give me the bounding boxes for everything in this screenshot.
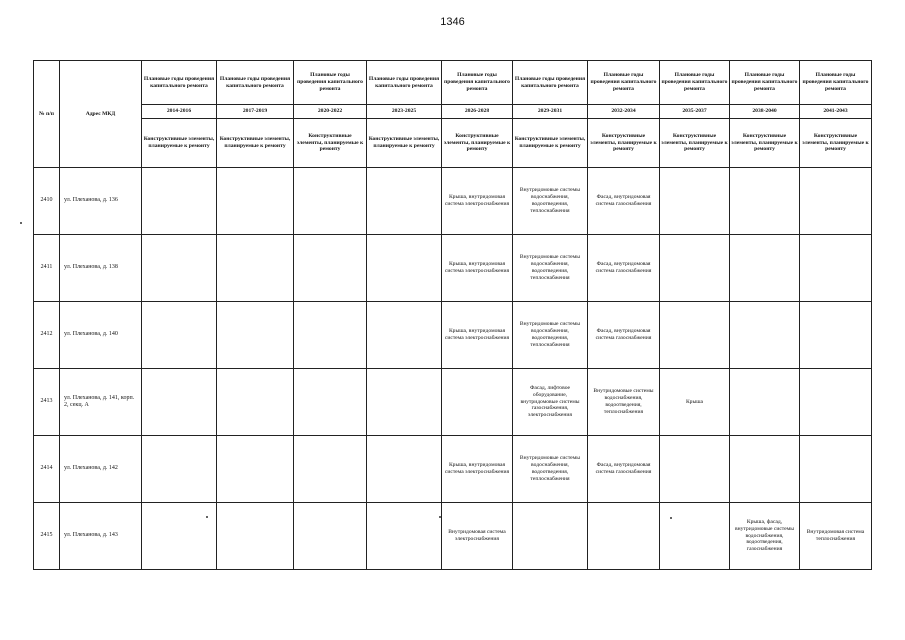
header-elements: Конструктивные элементы, планируемые к ремонту — [660, 119, 730, 168]
table-cell — [142, 302, 217, 369]
table-cell — [800, 235, 872, 302]
header-period: 2041-2043 — [800, 105, 872, 119]
table-row — [34, 235, 872, 302]
table-cell — [800, 168, 872, 235]
header-elements: Конструктивные элементы, планируемые к ремонту — [588, 119, 660, 168]
header-elements: Конструктивные элементы, планируемые к ремонту — [217, 119, 294, 168]
table-cell: Внутридомовая система теплоснабжения — [800, 503, 872, 570]
row-number: 2411 — [34, 235, 60, 302]
table-cell: Крыша, внутридомовая система электроснабжения — [442, 302, 513, 369]
row-address: ул. Плеханова, д. 136 — [60, 168, 142, 235]
table-cell: Фасад, лифтовое оборудование, внутридомовые системы газоснабжения, электроснабжения — [513, 369, 588, 436]
table-cell — [367, 302, 442, 369]
table-cell: Внутридомовые системы водоснабжения, водоотведения, теплоснабжения — [588, 369, 660, 436]
table-row — [34, 436, 872, 503]
table-cell: Фасад, внутридомовая система газоснабжения — [588, 168, 660, 235]
table-cell: Внутридомовые системы водоснабжения, водоотведения, теплоснабжения — [513, 168, 588, 235]
table-cell: Крыша, внутридомовая система электроснабжения — [442, 235, 513, 302]
table-body — [34, 168, 872, 570]
header-elements: Конструктивные элементы, планируемые к ремонту — [142, 119, 217, 168]
row-address: ул. Плеханова, д. 141, корп. 2, секц. А — [60, 369, 142, 436]
table-cell — [367, 168, 442, 235]
table-cell — [217, 235, 294, 302]
table-cell — [142, 369, 217, 436]
header-elements: Конструктивные элементы, планируемые к ремонту — [513, 119, 588, 168]
table-cell — [217, 369, 294, 436]
header-period: 2017-2019 — [217, 105, 294, 119]
header-elements: Конструктивные элементы, планируемые к ремонту — [367, 119, 442, 168]
table-cell: Внутридомовые системы водоснабжения, водоотведения, теплоснабжения — [513, 302, 588, 369]
header-period: 2020-2022 — [294, 105, 367, 119]
table-cell: Крыша, внутридомовая система электроснабжения — [442, 168, 513, 235]
row-number: 2414 — [34, 436, 60, 503]
table-cell — [660, 302, 730, 369]
table-cell — [217, 503, 294, 570]
header-planned-years: Плановые годы проведения капитального ремонта — [800, 61, 872, 105]
table-row — [34, 302, 872, 369]
table-cell — [588, 503, 660, 570]
header-planned-years: Плановые годы проведения капитального ремонта — [367, 61, 442, 105]
header-elements: Конструктивные элементы, планируемые к ремонту — [294, 119, 367, 168]
table-cell — [294, 369, 367, 436]
table-cell: Внутридомовые системы водоснабжения, водоотведения, теплоснабжения — [513, 235, 588, 302]
table-cell: Внутридомовая система электроснабжения — [442, 503, 513, 570]
table-cell — [730, 235, 800, 302]
header-period: 2038-2040 — [730, 105, 800, 119]
header-period: 2032-2034 — [588, 105, 660, 119]
page-number: 1346 — [440, 16, 465, 28]
table-cell — [442, 369, 513, 436]
table-cell — [217, 436, 294, 503]
scan-speck — [439, 516, 441, 518]
table-cell: Фасад, внутридомовая система газоснабжения — [588, 302, 660, 369]
header-period: 2014-2016 — [142, 105, 217, 119]
table-cell — [294, 436, 367, 503]
table-cell — [294, 503, 367, 570]
capital-repair-table — [33, 60, 872, 570]
table-cell — [660, 436, 730, 503]
header-planned-years: Плановые годы проведения капитального ремонта — [142, 61, 217, 105]
table-row — [34, 503, 872, 570]
header-planned-years: Плановые годы проведения капитального ремонта — [217, 61, 294, 105]
table-cell — [367, 235, 442, 302]
table-row — [34, 168, 872, 235]
table-cell: Фасад, внутридомовая система газоснабжения — [588, 436, 660, 503]
table-cell — [660, 235, 730, 302]
table-cell: Фасад, внутридомовая система газоснабжения — [588, 235, 660, 302]
table-cell — [730, 436, 800, 503]
table-cell — [142, 168, 217, 235]
table-cell — [142, 503, 217, 570]
header-period: 2035-2037 — [660, 105, 730, 119]
scan-speck — [20, 222, 22, 224]
table-cell — [294, 302, 367, 369]
header-planned-years: Плановые годы проведения капитального ремонта — [730, 61, 800, 105]
header-period: 2023-2025 — [367, 105, 442, 119]
table-header — [34, 61, 872, 168]
table-cell — [800, 302, 872, 369]
table-cell — [367, 369, 442, 436]
table-cell — [294, 235, 367, 302]
row-address: ул. Плеханова, д. 142 — [60, 436, 142, 503]
table-cell — [800, 369, 872, 436]
row-number: 2415 — [34, 503, 60, 570]
table-cell — [730, 369, 800, 436]
table-cell — [730, 168, 800, 235]
row-address: ул. Плеханова, д. 140 — [60, 302, 142, 369]
header-elements: Конструктивные элементы, планируемые к ремонту — [730, 119, 800, 168]
table-cell: Внутридомовые системы водоснабжения, водоотведения, теплоснабжения — [513, 436, 588, 503]
scan-speck — [206, 516, 208, 518]
row-number: 2410 — [34, 168, 60, 235]
table-cell — [367, 436, 442, 503]
table-cell: Крыша, внутридомовая система электроснабжения — [442, 436, 513, 503]
table-cell — [513, 503, 588, 570]
header-elements: Конструктивные элементы, планируемые к ремонту — [800, 119, 872, 168]
row-address: ул. Плеханова, д. 138 — [60, 235, 142, 302]
table-cell — [730, 302, 800, 369]
header-period: 2026-2028 — [442, 105, 513, 119]
table-cell — [142, 235, 217, 302]
row-number: 2413 — [34, 369, 60, 436]
table-cell — [294, 168, 367, 235]
scan-speck — [670, 517, 672, 519]
table-cell — [660, 503, 730, 570]
header-planned-years: Плановые годы проведения капитального ремонта — [660, 61, 730, 105]
header-elements: Конструктивные элементы, планируемые к ремонту — [442, 119, 513, 168]
table-cell — [142, 436, 217, 503]
header-planned-years: Плановые годы проведения капитального ремонта — [442, 61, 513, 105]
table-cell — [367, 503, 442, 570]
header-address: Адрес МКД — [60, 61, 142, 168]
table-cell: Крыша — [660, 369, 730, 436]
table-cell — [217, 302, 294, 369]
header-num: № п/п — [34, 61, 60, 168]
row-address: ул. Плеханова, д. 143 — [60, 503, 142, 570]
table-cell — [800, 436, 872, 503]
header-period: 2029-2031 — [513, 105, 588, 119]
header-planned-years: Плановые годы проведения капитального ремонта — [513, 61, 588, 105]
table-row — [34, 369, 872, 436]
row-number: 2412 — [34, 302, 60, 369]
table-cell — [217, 168, 294, 235]
header-planned-years: Плановые годы проведения капитального ремонта — [588, 61, 660, 105]
table-cell: Крыша, фасад, внутридомовые системы водоснабжения, водоотведения, газоснабжения — [730, 503, 800, 570]
header-planned-years: Плановые годы проведения капитального ремонта — [294, 61, 367, 105]
table-cell — [660, 168, 730, 235]
